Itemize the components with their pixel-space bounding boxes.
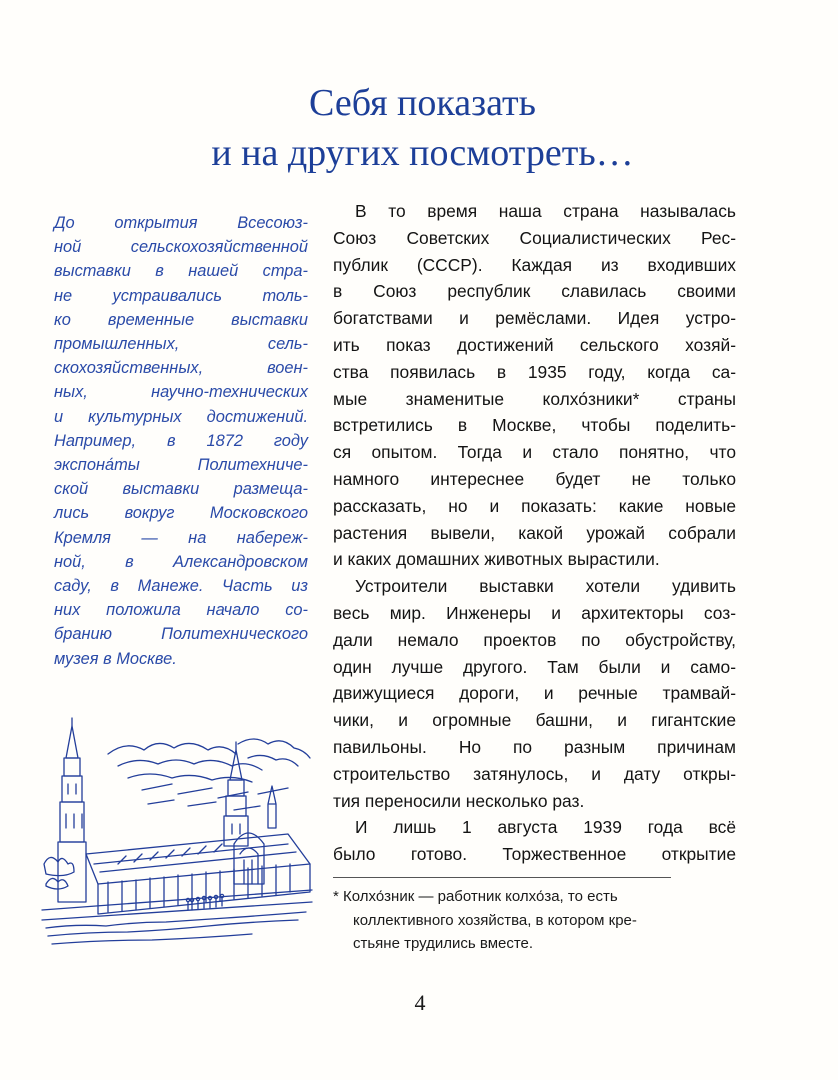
main-text	[333, 198, 736, 868]
title-line-2: и на других посмотреть…	[211, 132, 634, 174]
sidebar-line: не устраивались толь-	[54, 286, 308, 305]
sidebar-line: ской выставки размеща-	[54, 480, 308, 499]
main-line: встретились в Москве, чтобы поделить-	[333, 415, 736, 436]
sidebar-line: Например, в 1872 году	[54, 431, 308, 450]
main-line: павильоны. Но по разным причинам	[333, 736, 736, 757]
main-line: ить показ достижений сельского хозяй-	[333, 334, 736, 355]
main-line: публик (СССР). Каждая из входивших	[333, 254, 736, 275]
main-line: ства появилась в 1935 году, когда са-	[333, 361, 736, 382]
main-line: движущиеся дороги, и речные трамвай-	[333, 683, 736, 704]
sidebar-line: них положила начало со-	[54, 601, 308, 620]
main-line: И лишь 1 августа 1939 года всё	[355, 817, 736, 838]
main-line: растения вывели, какой урожай собрали	[333, 522, 736, 543]
sidebar-line: выставки в нашей стра-	[54, 262, 308, 281]
sidebar-line: ко временные выставки	[54, 310, 308, 329]
footnote-divider	[333, 877, 671, 878]
kremlin-sketch-icon	[38, 714, 316, 950]
sidebar-line: бранию Политехнического	[54, 625, 308, 644]
main-line: было готово. Торжественное открытие	[333, 844, 736, 865]
sidebar-line: ной, в Александровском	[54, 552, 308, 571]
main-line: один лучше другого. Там были и само-	[333, 656, 736, 677]
sidebar-line: скохозяйственных, воен-	[54, 359, 308, 378]
main-line: тия переносили несколько раз.	[333, 790, 585, 811]
sidebar-line: саду, в Манеже. Часть из	[54, 577, 308, 596]
sidebar-line: экспона́ты Политехниче-	[54, 456, 308, 475]
main-line: Устроители выставки хотели удивить	[355, 576, 736, 597]
sidebar-line: лись вокруг Московского	[54, 504, 308, 523]
sidebar-line: Кремля — на набереж-	[54, 528, 308, 547]
sidebar-line: и культурных достижений.	[54, 407, 308, 426]
footnote-line: коллективного хозяйства, в котором кре-	[353, 911, 637, 929]
main-line: Союз Советских Социалистических Рес-	[333, 227, 736, 248]
main-line: и каких домашних животных вырастили.	[333, 549, 660, 570]
main-line: в Союз республик славилась своими	[333, 281, 736, 302]
main-line: мые знаменитые колхо́зники* страны	[333, 388, 736, 409]
sidebar-line: До открытия Всесоюз-	[54, 214, 308, 232]
main-line: весь мир. Инженеры и архитекторы соз-	[333, 602, 736, 623]
main-line: чики, и огромные башни, и гигантские	[333, 710, 736, 731]
sidebar-line: промышленных, сель-	[54, 335, 308, 354]
title-line-1: Себя показать	[309, 82, 536, 124]
sidebar-line: ных, научно-технических	[54, 383, 308, 402]
footnote-line: * Колхо́зник — работник колхо́за, то есть	[333, 888, 618, 905]
main-line: ся опытом. Тогда и стало понятно, что	[333, 442, 736, 463]
main-line: рассказать, но и показать: какие новые	[333, 495, 736, 516]
sidebar-line: ной сельскохозяйственной	[54, 238, 308, 257]
kremlin-manege-illustration	[38, 714, 316, 950]
main-line: богатствами и ремёслами. Идея устро-	[333, 308, 736, 329]
footnote-line: стьяне трудились вместе.	[353, 935, 534, 952]
main-line: дали немало проектов по обустройству,	[333, 629, 736, 650]
page-number: 4	[414, 990, 426, 1015]
main-line: В то время наша страна называлась	[355, 201, 736, 221]
footnote	[333, 885, 701, 956]
sidebar-note	[54, 211, 308, 671]
sidebar-line: музея в Москве.	[54, 649, 177, 668]
main-line: строительство затянулось, и дату откры-	[333, 763, 736, 784]
page-title	[150, 78, 695, 178]
main-line: намного интереснее будет не только	[333, 468, 736, 489]
